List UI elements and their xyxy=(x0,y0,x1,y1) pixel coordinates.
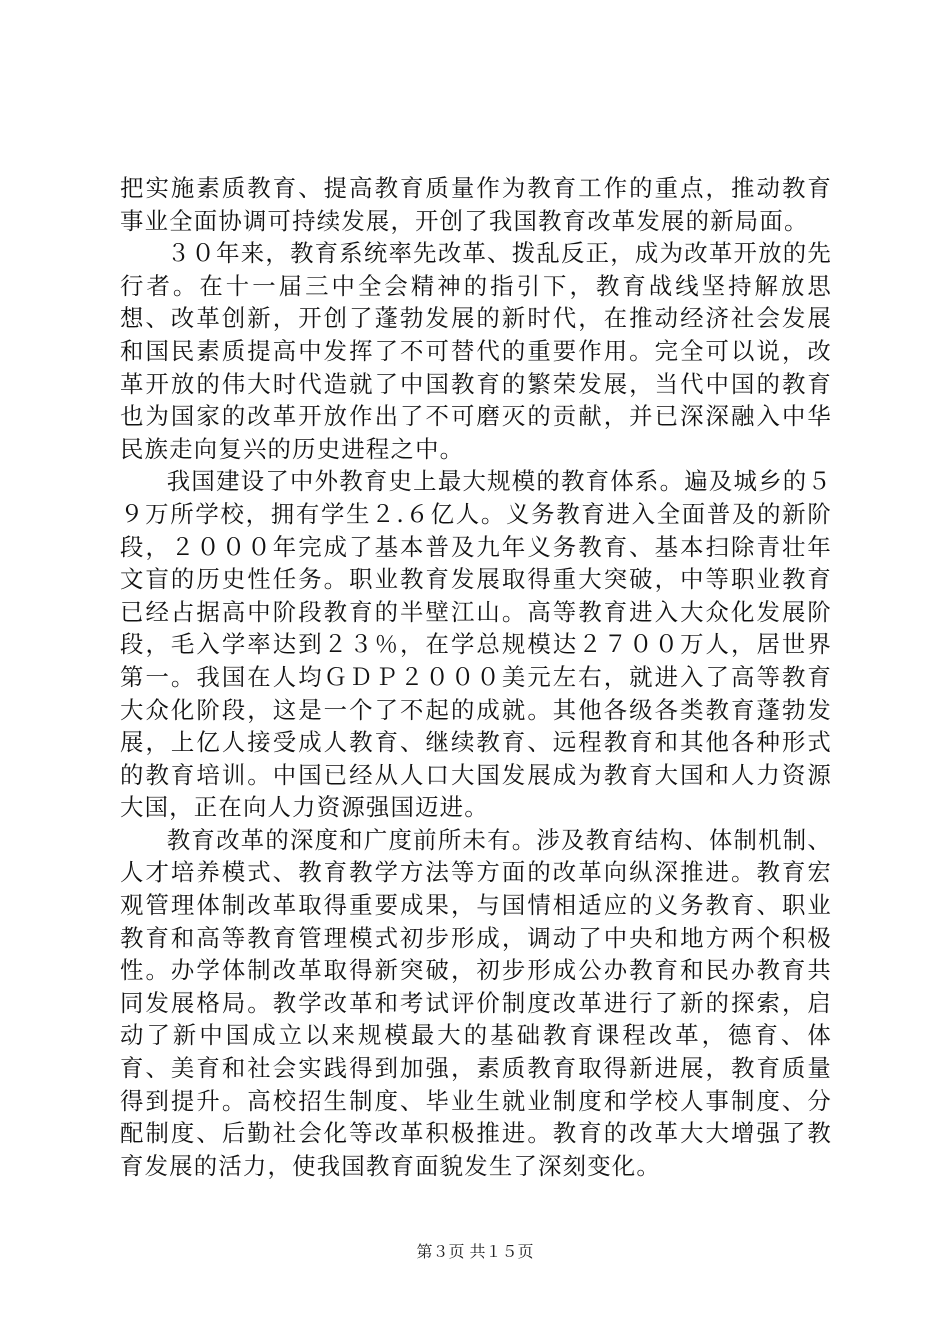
paragraph-education-reform: 教育改革的深度和广度前所未有。涉及教育结构、体制机制、人才培养模式、教育教学方法等方面的改革向纵深推进。教育宏观管理体制改革取得重要成果，与国情相适应的义务教育、职业教育和高等教育管理模式初步形成，调动了中央和地方两个积极性。办学体制改革取得新突破，初步形成公办教育和民办教育共同发展格局。教学改革和考试评价制度改革进行了新的探索，启动了新中国成立以来规模最大的基础教育课程改革，德育、体育、美育和社会实践得到加强，素质教育取得新进展，教育质量得到提升。高校招生制度、毕业生就业制度和学校人事制度、分配制度、后勤社会化等改革积极推进。教育的改革大大增强了教育发展的活力，使我国教育面貌发生了深刻变化。 xyxy=(120,825,832,1180)
page-number-label: 第３页 共１５页 xyxy=(416,1242,534,1261)
body-text xyxy=(120,172,832,1182)
paragraph-thirty-years: ３０年来，教育系统率先改革、拨乱反正，成为改革开放的先行者。在十一届三中全会精神的指引下，教育战线坚持解放思想、改革创新，开创了蓬勃发展的新时代，在推动经济社会发展和国民素质提高中发挥了不可替代的重要作用。完全可以说，改革开放的伟大时代造就了中国教育的繁荣发展，当代中国的教育也为国家的改革开放作出了不可磨灭的贡献，并已深深融入中华民族走向复兴的历史进程之中。 xyxy=(120,239,832,463)
paragraph-education-system: 我国建设了中外教育史上最大规模的教育体系。遍及城乡的５９万所学校，拥有学生２.６亿人。义务教育进入全面普及的新阶段，２０００年完成了基本普及九年义务教育、基本扫除青壮年文盲的历史性任务。职业教育发展取得重大突破，中等职业教育已经占据高中阶段教育的半壁江山。高等教育进入大众化发展阶段，毛入学率达到２３％，在学总规模达２７００万人，居世界第一。我国在人均ＧＤＰ２０００美元左右，就进入了高等教育大众化阶段，这是一个了不起的成就。其他各级各类教育蓬勃发展，上亿人接受成人教育、继续教育、远程教育和其他各种形式的教育培训。中国已经从人口大国发展成为教育大国和人力资源大国，正在向人力资源强国迈进。 xyxy=(120,467,832,822)
paragraph-continuation: 把实施素质教育、提高教育质量作为教育工作的重点，推动教育事业全面协调可持续发展，开创了我国教育改革发展的新局面。 xyxy=(120,174,832,235)
page-footer xyxy=(0,1241,950,1263)
